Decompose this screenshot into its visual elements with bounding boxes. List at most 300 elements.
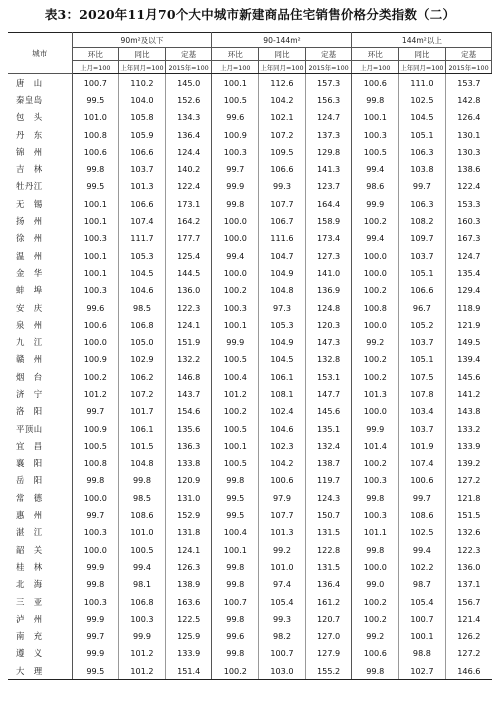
index-value: 106.3 <box>399 195 446 212</box>
index-value: 99.4 <box>352 230 399 247</box>
index-value: 136.0 <box>165 282 212 299</box>
index-value: 100.0 <box>352 403 399 420</box>
index-value: 130.1 <box>445 126 492 143</box>
table-row <box>8 593 492 610</box>
index-value: 129.4 <box>445 282 492 299</box>
base-header: 上月=100 <box>212 61 259 74</box>
index-value: 107.8 <box>399 385 446 402</box>
table-row <box>8 178 492 195</box>
index-value: 100.7 <box>259 645 306 662</box>
index-value: 100.1 <box>352 109 399 126</box>
index-value: 99.8 <box>352 541 399 558</box>
index-value: 146.8 <box>165 368 212 385</box>
city-name: 宜 昌 <box>16 440 43 451</box>
base-header: 2015年=100 <box>165 61 212 74</box>
city-name: 湛 江 <box>16 527 43 538</box>
group-header-small: 90m²及以下 <box>72 33 212 48</box>
index-value: 99.4 <box>352 160 399 177</box>
index-value: 100.8 <box>72 126 119 143</box>
index-value: 100.0 <box>72 541 119 558</box>
index-value: 101.2 <box>119 645 166 662</box>
index-value: 127.2 <box>445 472 492 489</box>
index-value: 124.8 <box>305 299 352 316</box>
city-name: 包 头 <box>16 112 43 123</box>
index-value: 167.3 <box>445 230 492 247</box>
index-value: 104.7 <box>259 247 306 264</box>
index-value: 104.5 <box>399 109 446 126</box>
table-row <box>8 126 492 143</box>
index-value: 102.1 <box>259 109 306 126</box>
index-value: 100.3 <box>72 282 119 299</box>
index-value: 129.8 <box>305 143 352 160</box>
index-value: 100.2 <box>352 593 399 610</box>
index-value: 99.4 <box>212 247 259 264</box>
index-value: 108.2 <box>399 212 446 229</box>
index-value: 99.8 <box>72 160 119 177</box>
index-value: 145.6 <box>445 368 492 385</box>
price-index-table <box>8 32 492 680</box>
index-value: 104.5 <box>119 264 166 281</box>
table-row <box>8 230 492 247</box>
table-body <box>8 74 492 680</box>
table-row <box>8 299 492 316</box>
index-value: 100.1 <box>212 74 259 92</box>
table-row <box>8 368 492 385</box>
index-value: 131.5 <box>305 558 352 575</box>
index-value: 107.7 <box>259 195 306 212</box>
index-value: 155.2 <box>305 662 352 680</box>
index-value: 99.9 <box>72 645 119 662</box>
city-name: 九 江 <box>16 337 43 348</box>
index-value: 101.7 <box>119 403 166 420</box>
table-row <box>8 212 492 229</box>
index-value: 100.6 <box>352 645 399 662</box>
index-value: 99.9 <box>352 195 399 212</box>
index-value: 112.6 <box>259 74 306 92</box>
index-value: 106.2 <box>119 368 166 385</box>
index-value: 101.9 <box>399 437 446 454</box>
index-value: 100.0 <box>212 230 259 247</box>
index-value: 101.2 <box>212 385 259 402</box>
index-value: 99.8 <box>72 472 119 489</box>
table-row <box>8 610 492 627</box>
table-row <box>8 351 492 368</box>
index-value: 104.2 <box>259 455 306 472</box>
base-header: 上年同月=100 <box>119 61 166 74</box>
index-value: 100.2 <box>72 368 119 385</box>
city-name: 无 锡 <box>16 198 43 209</box>
index-value: 156.7 <box>445 593 492 610</box>
index-value: 127.2 <box>445 645 492 662</box>
metric-header: 定基 <box>305 48 352 61</box>
index-value: 100.5 <box>212 455 259 472</box>
index-value: 109.7 <box>399 230 446 247</box>
index-value: 99.5 <box>212 506 259 523</box>
index-value: 98.2 <box>259 628 306 645</box>
index-value: 99.7 <box>399 489 446 506</box>
index-value: 100.6 <box>72 316 119 333</box>
index-value: 103.7 <box>119 160 166 177</box>
index-value: 147.3 <box>305 333 352 350</box>
index-value: 104.2 <box>259 91 306 108</box>
index-value: 100.1 <box>212 541 259 558</box>
table-row <box>8 576 492 593</box>
index-value: 136.4 <box>305 576 352 593</box>
city-name: 烟 台 <box>16 371 43 382</box>
index-value: 103.7 <box>399 420 446 437</box>
index-value: 99.0 <box>352 576 399 593</box>
index-value: 154.6 <box>165 403 212 420</box>
index-value: 103.7 <box>399 247 446 264</box>
city-column-header: 城市 <box>8 33 72 74</box>
index-value: 124.3 <box>305 489 352 506</box>
metric-header: 定基 <box>445 48 492 61</box>
city-name: 牡丹江 <box>16 181 43 192</box>
index-value: 109.5 <box>259 143 306 160</box>
index-value: 131.5 <box>305 524 352 541</box>
index-value: 99.6 <box>212 109 259 126</box>
index-value: 104.8 <box>259 282 306 299</box>
index-value: 101.2 <box>119 662 166 680</box>
index-value: 96.7 <box>399 299 446 316</box>
index-value: 132.2 <box>165 351 212 368</box>
index-value: 100.1 <box>72 264 119 281</box>
index-value: 100.9 <box>212 126 259 143</box>
index-value: 124.1 <box>165 541 212 558</box>
index-value: 173.1 <box>165 195 212 212</box>
city-name: 锦 州 <box>16 146 43 157</box>
index-value: 99.6 <box>72 299 119 316</box>
table-row <box>8 160 492 177</box>
index-value: 99.6 <box>212 628 259 645</box>
index-value: 163.6 <box>165 593 212 610</box>
city-name: 三 亚 <box>16 596 43 607</box>
city-name: 大 理 <box>8 662 72 680</box>
index-value: 100.1 <box>212 437 259 454</box>
index-value: 105.3 <box>119 247 166 264</box>
index-value: 132.8 <box>305 351 352 368</box>
metric-header: 定基 <box>165 48 212 61</box>
index-value: 177.7 <box>165 230 212 247</box>
index-value: 138.9 <box>165 576 212 593</box>
index-value: 106.6 <box>259 160 306 177</box>
table-row <box>8 316 492 333</box>
index-value: 124.1 <box>165 316 212 333</box>
index-value: 145.0 <box>165 74 212 92</box>
index-value: 100.9 <box>72 420 119 437</box>
index-value: 100.4 <box>212 368 259 385</box>
index-value: 106.8 <box>119 593 166 610</box>
index-value: 99.8 <box>352 662 399 680</box>
index-value: 100.0 <box>212 212 259 229</box>
index-value: 133.8 <box>165 455 212 472</box>
index-value: 106.3 <box>399 143 446 160</box>
index-value: 153.1 <box>305 368 352 385</box>
index-value: 141.3 <box>305 160 352 177</box>
index-value: 120.3 <box>305 316 352 333</box>
index-value: 107.2 <box>119 385 166 402</box>
index-value: 105.4 <box>259 593 306 610</box>
index-value: 99.5 <box>72 662 119 680</box>
index-value: 100.2 <box>352 212 399 229</box>
table-row <box>8 541 492 558</box>
table-row <box>8 282 492 299</box>
index-value: 107.2 <box>259 126 306 143</box>
index-value: 124.7 <box>305 109 352 126</box>
index-value: 119.7 <box>305 472 352 489</box>
city-name: 常 德 <box>16 492 43 503</box>
index-value: 105.0 <box>119 333 166 350</box>
index-value: 100.9 <box>72 351 119 368</box>
table-row <box>8 455 492 472</box>
city-name: 唐 山 <box>16 77 43 88</box>
index-value: 108.6 <box>399 506 446 523</box>
city-name: 徐 州 <box>16 233 43 244</box>
table-title: 表3：2020年11月70个大中城市新建商品住宅销售价格分类指数（二） <box>44 7 456 22</box>
index-value: 99.2 <box>352 333 399 350</box>
index-value: 104.9 <box>259 333 306 350</box>
index-value: 150.7 <box>305 506 352 523</box>
index-value: 99.8 <box>119 472 166 489</box>
city-name: 泉 州 <box>16 319 43 330</box>
index-value: 100.1 <box>72 195 119 212</box>
index-value: 123.7 <box>305 178 352 195</box>
index-value: 126.3 <box>165 558 212 575</box>
city-name: 吉 林 <box>16 164 43 175</box>
index-value: 136.9 <box>305 282 352 299</box>
base-header: 上年同月=100 <box>399 61 446 74</box>
index-value: 100.2 <box>352 282 399 299</box>
index-value: 158.9 <box>305 212 352 229</box>
index-value: 145.6 <box>305 403 352 420</box>
city-name: 温 州 <box>16 250 43 261</box>
index-value: 100.1 <box>72 212 119 229</box>
table-header <box>8 33 492 74</box>
index-value: 122.5 <box>165 610 212 627</box>
index-value: 99.9 <box>352 420 399 437</box>
index-value: 106.1 <box>259 368 306 385</box>
index-value: 101.0 <box>259 558 306 575</box>
index-value: 122.4 <box>165 178 212 195</box>
table-row <box>8 403 492 420</box>
city-name: 扬 州 <box>16 216 43 227</box>
index-value: 152.6 <box>165 91 212 108</box>
index-value: 100.1 <box>212 316 259 333</box>
index-value: 101.4 <box>352 437 399 454</box>
table-row <box>8 645 492 662</box>
index-value: 100.3 <box>119 610 166 627</box>
index-value: 152.9 <box>165 506 212 523</box>
table-row <box>8 385 492 402</box>
index-value: 160.3 <box>445 212 492 229</box>
index-value: 99.9 <box>72 558 119 575</box>
index-value: 149.5 <box>445 333 492 350</box>
index-value: 99.9 <box>72 610 119 627</box>
index-value: 135.6 <box>165 420 212 437</box>
index-value: 121.9 <box>445 316 492 333</box>
index-value: 106.1 <box>119 420 166 437</box>
city-name: 桂 林 <box>16 561 43 572</box>
index-value: 99.9 <box>212 178 259 195</box>
index-value: 99.2 <box>259 541 306 558</box>
index-value: 135.1 <box>305 420 352 437</box>
index-value: 107.5 <box>399 368 446 385</box>
index-value: 100.3 <box>352 126 399 143</box>
index-value: 100.2 <box>352 455 399 472</box>
index-value: 99.8 <box>212 195 259 212</box>
index-value: 100.7 <box>212 593 259 610</box>
index-value: 100.2 <box>212 403 259 420</box>
index-value: 107.7 <box>259 506 306 523</box>
index-value: 106.7 <box>259 212 306 229</box>
metric-header: 环比 <box>72 48 119 61</box>
index-value: 134.3 <box>165 109 212 126</box>
index-value: 137.3 <box>305 126 352 143</box>
index-value: 141.2 <box>445 385 492 402</box>
index-value: 99.3 <box>259 178 306 195</box>
index-value: 110.2 <box>119 74 166 92</box>
index-value: 151.9 <box>165 333 212 350</box>
index-value: 126.2 <box>445 628 492 645</box>
index-value: 99.8 <box>72 576 119 593</box>
table-row <box>8 109 492 126</box>
city-name: 蚌 埠 <box>16 285 43 296</box>
index-value: 100.6 <box>259 472 306 489</box>
index-value: 143.7 <box>165 385 212 402</box>
table-row <box>8 74 492 92</box>
table-row <box>8 489 492 506</box>
index-value: 100.8 <box>352 299 399 316</box>
index-value: 103.4 <box>399 403 446 420</box>
metric-header: 环比 <box>352 48 399 61</box>
index-value: 99.8 <box>212 576 259 593</box>
index-value: 142.8 <box>445 91 492 108</box>
city-name: 遵 义 <box>16 648 43 659</box>
index-value: 105.1 <box>399 351 446 368</box>
index-value: 132.6 <box>445 524 492 541</box>
index-value: 126.4 <box>445 109 492 126</box>
index-value: 100.2 <box>352 610 399 627</box>
index-value: 147.7 <box>305 385 352 402</box>
index-value: 97.4 <box>259 576 306 593</box>
index-value: 100.1 <box>399 628 446 645</box>
index-value: 101.3 <box>352 385 399 402</box>
index-value: 151.5 <box>445 506 492 523</box>
table-row <box>8 247 492 264</box>
index-value: 164.4 <box>305 195 352 212</box>
index-value: 105.4 <box>399 593 446 610</box>
index-value: 101.0 <box>119 524 166 541</box>
index-value: 106.6 <box>399 282 446 299</box>
table-row <box>8 437 492 454</box>
index-value: 139.2 <box>445 455 492 472</box>
index-value: 105.3 <box>259 316 306 333</box>
index-value: 138.6 <box>445 160 492 177</box>
index-value: 99.9 <box>212 333 259 350</box>
index-value: 97.9 <box>259 489 306 506</box>
index-value: 100.3 <box>72 593 119 610</box>
index-value: 100.3 <box>352 506 399 523</box>
index-value: 103.7 <box>399 333 446 350</box>
index-value: 137.1 <box>445 576 492 593</box>
metric-header: 环比 <box>212 48 259 61</box>
city-name: 韶 关 <box>16 544 43 555</box>
index-value: 101.0 <box>72 109 119 126</box>
base-header: 上月=100 <box>72 61 119 74</box>
index-value: 99.7 <box>72 403 119 420</box>
index-value: 101.1 <box>352 524 399 541</box>
metric-header: 同比 <box>259 48 306 61</box>
index-value: 100.2 <box>352 351 399 368</box>
table-row <box>8 333 492 350</box>
city-name: 平顶山 <box>16 423 43 434</box>
index-value: 101.3 <box>119 178 166 195</box>
index-value: 99.2 <box>352 628 399 645</box>
index-value: 100.6 <box>399 472 446 489</box>
index-value: 99.4 <box>119 558 166 575</box>
table-row <box>8 472 492 489</box>
city-name: 惠 州 <box>16 510 43 521</box>
index-value: 100.6 <box>72 143 119 160</box>
index-value: 102.9 <box>119 351 166 368</box>
index-value: 136.0 <box>445 558 492 575</box>
table-row <box>8 628 492 645</box>
index-value: 104.0 <box>119 91 166 108</box>
index-value: 138.7 <box>305 455 352 472</box>
index-value: 107.4 <box>119 212 166 229</box>
index-value: 141.0 <box>305 264 352 281</box>
index-value: 100.0 <box>352 247 399 264</box>
index-value: 124.7 <box>445 247 492 264</box>
index-value: 100.5 <box>212 91 259 108</box>
index-value: 99.7 <box>72 506 119 523</box>
index-value: 144.5 <box>165 264 212 281</box>
table-row <box>8 524 492 541</box>
index-value: 100.5 <box>212 420 259 437</box>
index-value: 105.2 <box>399 316 446 333</box>
index-value: 108.1 <box>259 385 306 402</box>
index-value: 153.7 <box>445 74 492 92</box>
index-value: 98.5 <box>119 299 166 316</box>
index-value: 104.9 <box>259 264 306 281</box>
index-value: 108.6 <box>119 506 166 523</box>
index-value: 100.8 <box>72 455 119 472</box>
index-value: 121.8 <box>445 489 492 506</box>
base-header: 2015年=100 <box>305 61 352 74</box>
index-value: 124.4 <box>165 143 212 160</box>
index-value: 122.8 <box>305 541 352 558</box>
index-value: 127.3 <box>305 247 352 264</box>
city-name: 洛 阳 <box>16 406 43 417</box>
index-value: 111.7 <box>119 230 166 247</box>
index-value: 100.7 <box>399 610 446 627</box>
index-value: 101.3 <box>259 524 306 541</box>
index-value: 99.8 <box>212 645 259 662</box>
index-value: 103.8 <box>399 160 446 177</box>
index-value: 99.3 <box>259 610 306 627</box>
index-value: 122.3 <box>165 299 212 316</box>
table-row <box>8 558 492 575</box>
metric-header: 同比 <box>119 48 166 61</box>
base-header: 上月=100 <box>352 61 399 74</box>
index-value: 100.3 <box>72 230 119 247</box>
index-value: 100.0 <box>352 264 399 281</box>
index-value: 99.4 <box>399 541 446 558</box>
index-value: 98.8 <box>399 645 446 662</box>
index-value: 105.8 <box>119 109 166 126</box>
index-value: 102.2 <box>399 558 446 575</box>
index-value: 122.4 <box>445 178 492 195</box>
